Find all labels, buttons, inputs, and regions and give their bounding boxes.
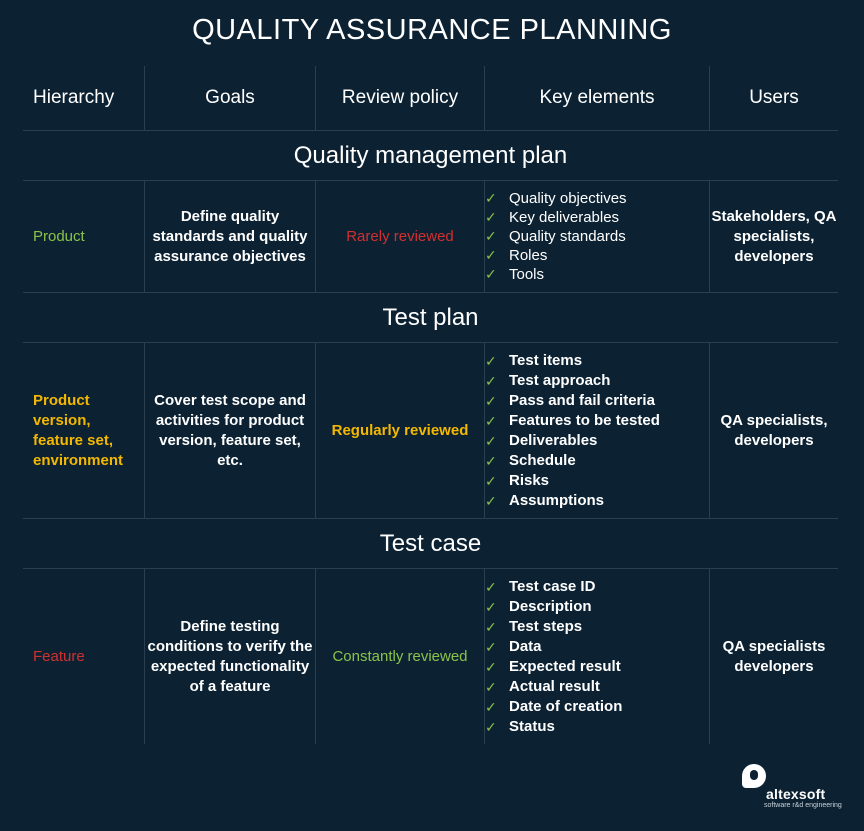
hierarchy-cell: Feature — [33, 647, 85, 665]
check-icon: ✓ — [485, 352, 497, 369]
list-item: ✓ Description — [485, 597, 592, 615]
list-item: ✓ Test items — [485, 351, 583, 369]
check-icon: ✓ — [485, 432, 497, 449]
check-icon: ✓ — [485, 578, 497, 595]
check-icon: ✓ — [485, 392, 497, 409]
list-item: ✓ Tools — [485, 266, 545, 283]
altexsoft-logo — [740, 764, 840, 814]
check-icon: ✓ — [485, 228, 497, 244]
review-policy-cell: Regularly reviewed — [315, 343, 484, 518]
check-icon: ✓ — [485, 452, 497, 469]
list-item: ✓ Key deliverables — [485, 209, 620, 226]
list-item: ✓ Schedule — [485, 451, 576, 469]
list-item: ✓ Quality standards — [485, 228, 626, 245]
hierarchy-cell: Product version, feature set, environment — [33, 391, 124, 469]
list-item: ✓ Date of creation — [485, 697, 623, 715]
table-row — [23, 569, 838, 744]
list-item: ✓ Expected result — [485, 657, 621, 675]
check-icon: ✓ — [485, 618, 497, 635]
header-users: Users — [709, 66, 838, 130]
header-key-elements: Key elements — [484, 66, 709, 130]
header-hierarchy: Hierarchy — [33, 87, 115, 108]
list-item: ✓ Deliverables — [485, 431, 598, 449]
list-item: ✓ Roles — [485, 247, 548, 264]
check-icon: ✓ — [485, 718, 497, 735]
section-title-test-case: Test case — [23, 519, 838, 569]
check-icon: ✓ — [485, 658, 497, 675]
list-item: ✓ Status — [485, 717, 555, 735]
check-icon: ✓ — [485, 209, 497, 225]
key-elements-list — [485, 189, 627, 284]
goals-cell: Define quality standards and quality assurance objectives — [144, 181, 315, 292]
users-cell: QA specialists, developers — [709, 343, 838, 518]
list-item: ✓ Test steps — [485, 617, 583, 635]
table-row — [23, 343, 838, 519]
goals-cell: Cover test scope and activities for product version, feature set, etc. — [144, 343, 315, 518]
key-elements-list — [485, 351, 660, 511]
list-item: ✓ Assumptions — [485, 491, 605, 509]
review-policy-cell: Rarely reviewed — [315, 181, 484, 292]
users-cell: Stakeholders, QA specialists, developers — [709, 181, 838, 292]
goals-cell: Define testing conditions to verify the expected functionality of a feature — [144, 569, 315, 744]
check-icon: ✓ — [485, 190, 497, 206]
logo-tagline: software r&d engineering — [764, 802, 842, 809]
list-item: ✓ Features to be tested — [485, 411, 660, 429]
list-item: ✓ Test approach — [485, 371, 611, 389]
hierarchy-cell: Product — [33, 227, 85, 245]
check-icon: ✓ — [485, 412, 497, 429]
review-policy-cell: Constantly reviewed — [315, 569, 484, 744]
check-icon: ✓ — [485, 372, 497, 389]
altexsoft-logo-icon — [742, 764, 766, 788]
list-item: ✓ Quality objectives — [485, 190, 627, 207]
table-row — [23, 181, 838, 293]
check-icon: ✓ — [485, 598, 497, 615]
key-elements-cell — [484, 569, 709, 744]
check-icon: ✓ — [485, 678, 497, 695]
list-item: ✓ Test case ID — [485, 577, 596, 595]
list-item: ✓ Risks — [485, 471, 550, 489]
table-header — [23, 66, 838, 131]
section-title-quality-management-plan: Quality management plan — [23, 131, 838, 181]
users-cell: QA specialists developers — [709, 569, 838, 744]
check-icon: ✓ — [485, 492, 497, 509]
check-icon: ✓ — [485, 247, 497, 263]
qa-planning-table — [23, 66, 838, 744]
check-icon: ✓ — [485, 266, 497, 282]
page-title: QUALITY ASSURANCE PLANNING — [192, 14, 672, 46]
check-icon: ✓ — [485, 698, 497, 715]
section-title-test-plan: Test plan — [23, 293, 838, 343]
key-elements-list — [485, 577, 623, 737]
check-icon: ✓ — [485, 472, 497, 489]
list-item: ✓ Data — [485, 637, 542, 655]
list-item: ✓ Actual result — [485, 677, 600, 695]
check-icon: ✓ — [485, 638, 497, 655]
key-elements-cell — [484, 181, 709, 292]
header-goals: Goals — [144, 66, 315, 130]
logo-name: altexsoft — [766, 786, 826, 802]
header-review-policy: Review policy — [315, 66, 484, 130]
list-item: ✓ Pass and fail criteria — [485, 391, 655, 409]
key-elements-cell — [484, 343, 709, 518]
